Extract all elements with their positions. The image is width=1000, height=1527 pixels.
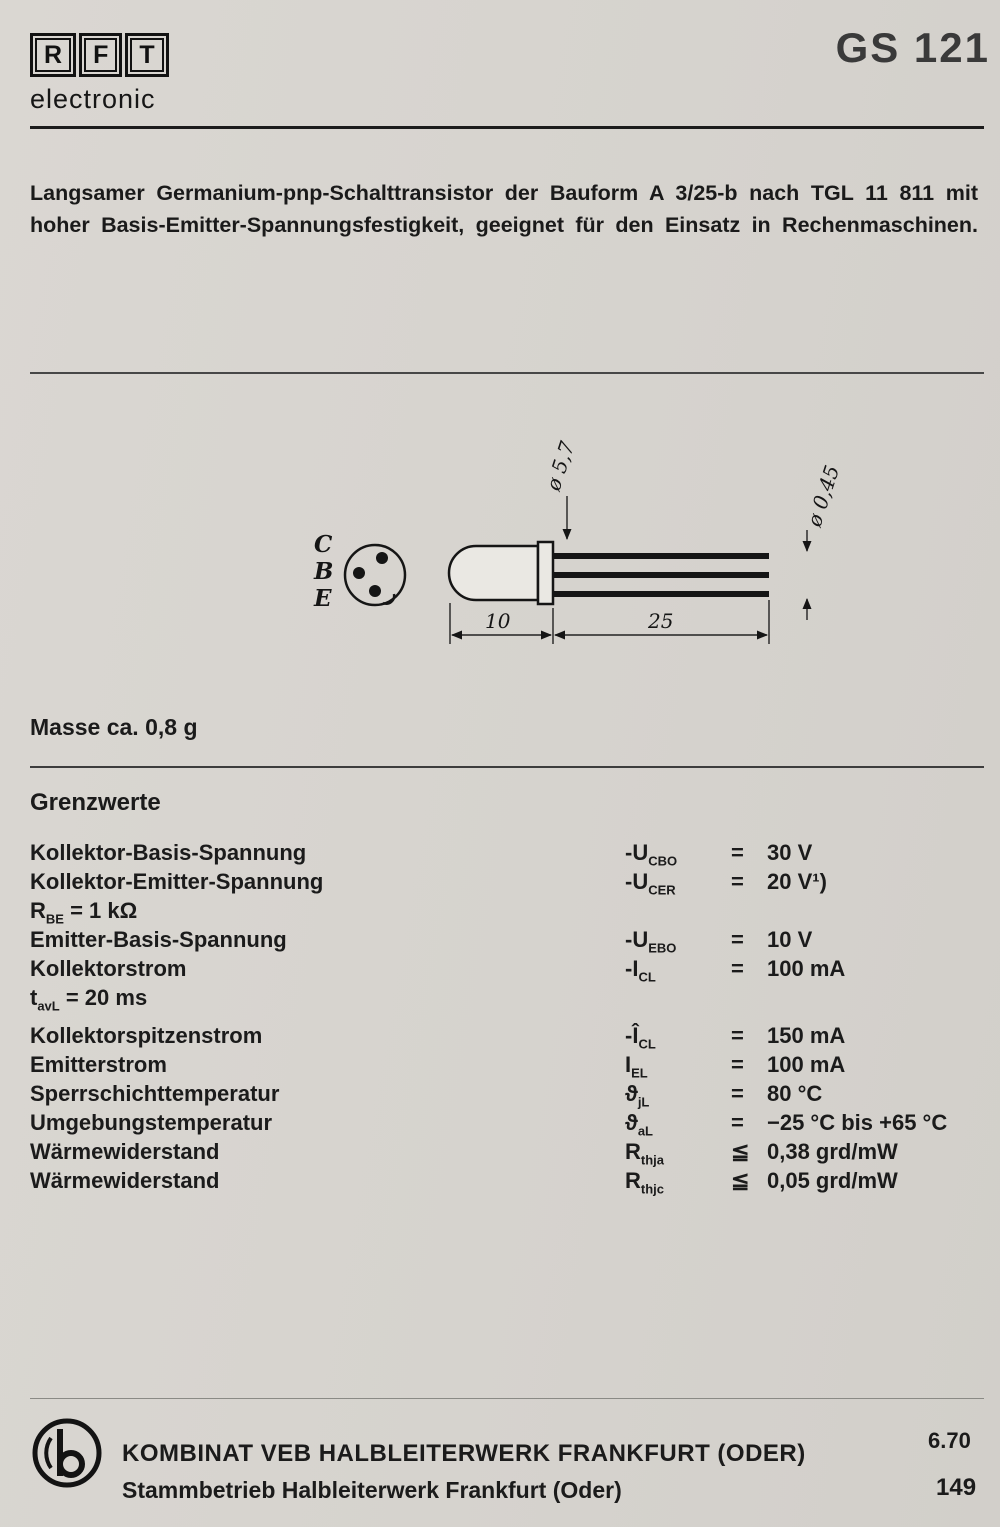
lead-middle: [553, 572, 769, 578]
pin-label-emitter: E: [314, 585, 332, 612]
rft-logo-letter: R: [35, 38, 71, 72]
rft-logo: [30, 33, 169, 77]
limit-symbol: $R_{thjc}$: [625, 1168, 665, 1197]
manufacturer-block: [122, 1440, 806, 1504]
limit-row: [30, 925, 980, 954]
brand-subtitle: electronic: [30, 84, 156, 114]
limit-label: Kollektorstrom: [30, 956, 187, 981]
rft-logo-cell: [125, 33, 168, 77]
limit-value: 20 V¹): [767, 869, 827, 894]
limit-row: [30, 867, 980, 925]
divider: [30, 372, 984, 374]
limits-title: Grenzwerte: [30, 789, 161, 816]
limit-relation: =: [731, 1023, 744, 1048]
limit-value: 30 V: [767, 840, 813, 865]
manufacturer-name: KOMBINAT VEB HALBLEITERWERK FRANKFURT (ODER): [122, 1440, 806, 1467]
divider: [30, 126, 984, 129]
limit-relation: =: [731, 1052, 744, 1077]
limit-label: Emitterstrom: [30, 1052, 167, 1077]
intro-paragraph: Langsamer Germanium-pnp-Schalttransistor der Bauform A 3/25-b nach TGL 11 811 mit hoher Basis-Emitter-Spannungsfestigkeit, geeignet für den Einsatz in Rechenmaschinen.: [30, 180, 978, 238]
limit-row: [30, 1137, 980, 1166]
limit-symbol: $R_{thja}$: [625, 1139, 665, 1168]
limit-value: 10 V: [767, 927, 813, 952]
transistor-body: [449, 546, 538, 600]
pin-dot-emitter: [369, 585, 381, 597]
dim-label-lead-diameter: ø 0,45: [801, 462, 845, 530]
limit-row: [30, 1166, 980, 1195]
limit-relation: ≦: [731, 1139, 750, 1164]
date-code: 6.70: [928, 1428, 971, 1453]
limit-label: Wärmewiderstand: [30, 1168, 220, 1193]
divider: [30, 766, 984, 768]
limit-condition: $R_{BE} = 1$ kΩ: [30, 898, 138, 927]
limit-label: Kollektorspitzenstrom: [30, 1023, 263, 1048]
limit-label: Sperrschichttemperatur: [30, 1081, 280, 1106]
limit-label: Kollektor-Basis-Spannung: [30, 840, 307, 865]
limit-relation: =: [731, 956, 744, 981]
limit-value: 100 mA: [767, 1052, 846, 1077]
limit-relation: =: [731, 840, 744, 865]
limit-symbol: $-U_{EBO}$: [625, 927, 677, 956]
limit-symbol: $ϑ_{jL}$: [625, 1081, 650, 1110]
limit-symbol: $-I_{CL}$: [625, 956, 656, 985]
limit-symbol: $-U_{CBO}$: [625, 840, 678, 869]
pin-dot-collector: [376, 552, 388, 564]
rft-logo-letter: F: [84, 38, 117, 72]
dim-label-body-diameter: ø 5,7: [540, 438, 580, 494]
pin-dot-base: [353, 567, 365, 579]
limit-relation: ≦: [731, 1168, 750, 1193]
limit-label: Wärmewiderstand: [30, 1139, 220, 1164]
rft-logo-letter: T: [130, 38, 163, 72]
limit-relation: =: [731, 1081, 744, 1106]
limit-relation: =: [731, 1110, 744, 1135]
limit-label: Emitter-Basis-Spannung: [30, 927, 287, 952]
package-drawing: [30, 438, 970, 673]
limit-symbol: $ϑ_{aL}$: [625, 1110, 653, 1139]
lead-bottom: [553, 591, 769, 597]
limit-symbol: $-U_{CER}$: [625, 869, 676, 898]
dim-label-lead-length: 25: [648, 609, 674, 633]
limit-row: [30, 1108, 980, 1137]
mass-note: Masse ca. 0,8 g: [30, 714, 198, 740]
limit-value: 0,38 grd/mW: [767, 1139, 898, 1164]
rft-logo-cell: [79, 33, 122, 77]
limit-value: 80 °C: [767, 1081, 823, 1106]
limit-value: 150 mA: [767, 1023, 846, 1048]
limit-row: [30, 1050, 980, 1079]
limit-row: [30, 1079, 980, 1108]
pin-label-base: B: [314, 558, 334, 585]
limits-table: [30, 838, 980, 1195]
limit-label: Umgebungstemperatur: [30, 1110, 273, 1135]
pin-label-collector: C: [314, 531, 333, 558]
limit-relation: =: [731, 927, 744, 952]
limit-value: 100 mA: [767, 956, 846, 981]
limit-row: [30, 838, 980, 867]
limit-relation: =: [731, 869, 744, 894]
part-number: GS 121: [835, 24, 990, 71]
rft-logo-cell: [30, 33, 76, 77]
transistor-flange: [538, 542, 553, 604]
dim-label-body-length: 10: [485, 609, 511, 633]
divider: [30, 1398, 984, 1399]
manufacturer-logo-icon: [30, 1416, 104, 1490]
lead-top: [553, 553, 769, 559]
limit-symbol: $-Î_{CL}$: [625, 1023, 656, 1052]
limit-row: [30, 1021, 980, 1050]
page-number: 149: [936, 1474, 977, 1501]
limit-value: −25 °C bis +65 °C: [767, 1110, 948, 1135]
manufacturer-plant: Stammbetrieb Halbleiterwerk Frankfurt (Oder): [122, 1477, 622, 1503]
limit-label: Kollektor-Emitter-Spannung: [30, 869, 324, 894]
limit-condition: $t_{avL} = 20$ ms: [30, 985, 148, 1014]
limit-symbol: $I_{EL}$: [625, 1052, 648, 1081]
limit-row: [30, 954, 980, 1012]
limit-value: 0,05 grd/mW: [767, 1168, 898, 1193]
